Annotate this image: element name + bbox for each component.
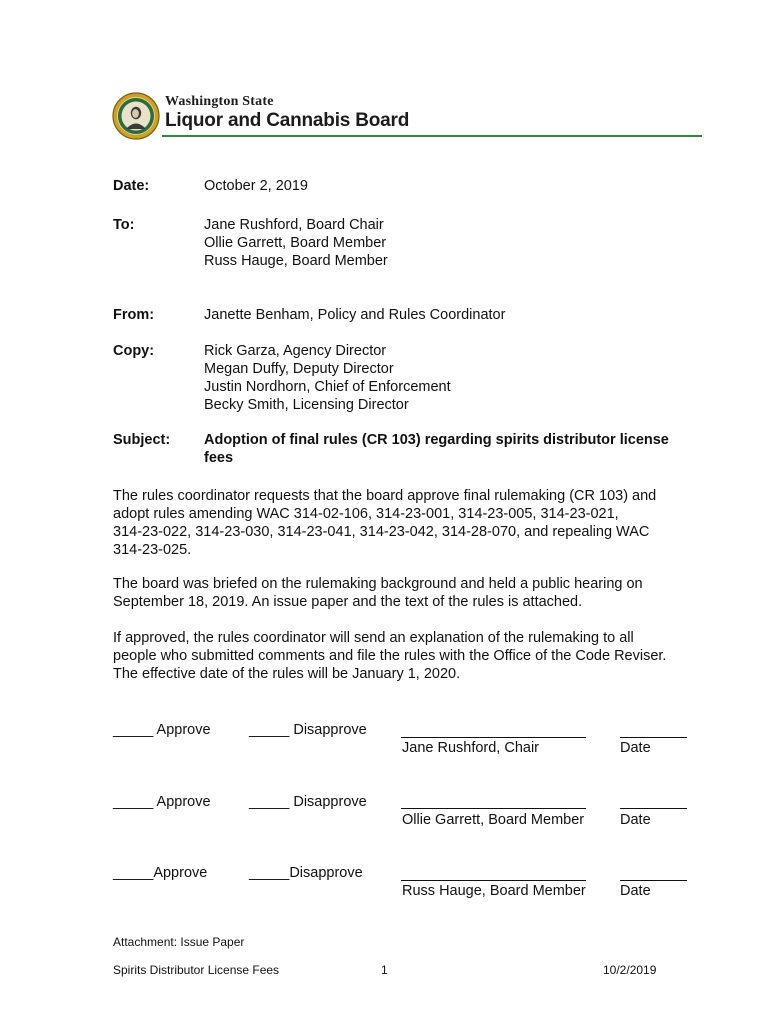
date-caption: Date [620,812,651,828]
date-line [620,737,687,738]
signature-line [401,808,586,809]
subject-label: Subject: [113,432,171,448]
date-caption: Date [620,740,651,756]
recipient: Ollie Garrett, Board Member [204,235,387,251]
paragraph-line: The board was briefed on the rulemaking background and held a public hearing on [113,576,643,592]
subject-line: Adoption of final rules (CR 103) regarding spirits distributor license [204,432,669,448]
to-label: To: [113,217,135,233]
signature-line [401,737,586,738]
signature-line [401,880,586,881]
body-paragraph [113,575,703,611]
subject-line: fees [204,450,234,466]
signer-name: Russ Hauge, Board Member [402,883,586,899]
approve-option: _____ Approve [113,794,211,810]
approve-option: _____ Approve [113,722,211,738]
agency-name: Liquor and Cannabis Board [165,110,410,131]
body-paragraph [113,487,703,559]
to-recipients [204,216,388,270]
signer-name: Ollie Garrett, Board Member [402,812,585,828]
recipient: Jane Rushford, Board Chair [204,217,384,233]
date-value: October 2, 2019 [204,178,308,194]
copy-label: Copy: [113,343,155,359]
paragraph-line: people who submitted comments and file the rules with the Office of the Code Reviser. [113,648,667,664]
date-line [620,880,687,881]
date-caption: Date [620,883,651,899]
attachment-note: Attachment: Issue Paper [113,935,245,949]
copy-recipients [204,342,451,414]
body-paragraph [113,629,703,683]
disapprove-option: _____ Disapprove [249,722,367,738]
footer-date: 10/2/2019 [603,963,657,977]
copy-recipient: Justin Nordhorn, Chief of Enforcement [204,379,451,395]
paragraph-line: The rules coordinator requests that the board approve final rulemaking (CR 103) and [113,488,657,504]
paragraph-line: September 18, 2019. An issue paper and the text of the rules is attached. [113,594,583,610]
agency-state-name: Washington State [165,94,274,109]
paragraph-line: If approved, the rules coordinator will send an explanation of the rulemaking to all [113,630,634,646]
date-line [620,808,687,809]
footer-doc-title: Spirits Distributor License Fees [113,963,280,977]
paragraph-line: The effective date of the rules will be January 1, 2020. [113,666,461,682]
subject-text [204,431,704,467]
from-label: From: [113,307,155,323]
signer-name: Jane Rushford, Chair [402,740,540,756]
approve-option: _____Approve [113,865,208,881]
disapprove-option: _____Disapprove [249,865,363,881]
paragraph-line: adopt rules amending WAC 314-02-106, 314-23-001, 314-23-005, 314-23-021, [113,506,619,522]
paragraph-line: 314-23-025. [113,542,192,558]
copy-recipient: Rick Garza, Agency Director [204,343,387,359]
paragraph-line: 314-23-022, 314-23-030, 314-23-041, 314-23-042, 314-28-070, and repealing WAC [113,524,650,540]
recipient: Russ Hauge, Board Member [204,253,388,269]
copy-recipient: Megan Duffy, Deputy Director [204,361,394,377]
page-number: 1 [381,963,388,977]
letterhead [112,92,702,140]
copy-recipient: Becky Smith, Licensing Director [204,397,409,413]
from-value: Janette Benham, Policy and Rules Coordinator [204,307,506,323]
date-label: Date: [113,178,150,194]
washington-state-seal-icon [112,92,160,140]
letterhead-rule [162,135,702,137]
disapprove-option: _____ Disapprove [249,794,367,810]
